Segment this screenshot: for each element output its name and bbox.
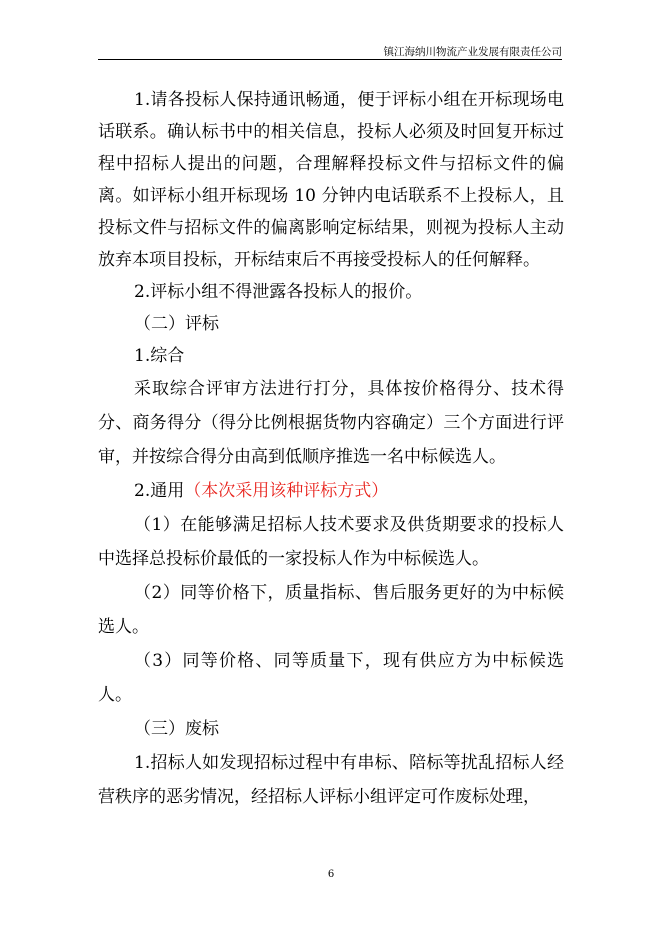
paragraph-rule-2: （2）同等价格下，质量指标、售后服务更好的为中标候选人。: [98, 583, 564, 637]
paragraph-comprehensive-method: 采取综合评审方法进行打分，具体按价格得分、技术得分、商务得分（得分比例根据货物内容确定）三个方面进行评审，并按综合得分由高到低顺序推选一名中标候选人。: [98, 379, 564, 467]
paragraph-rule-3: （3）同等价格、同等质量下，现有供应方为中标候选人。: [98, 651, 564, 705]
paragraph-comprehensive-heading: 1.综合: [134, 346, 185, 366]
section-heading-evaluation: （二）评标: [134, 314, 219, 334]
section-heading-invalid-bid: （三）废标: [134, 719, 219, 739]
paragraph-contact-requirement: 1.请各投标人保持通讯畅通，便于评标小组在开标现场电话联系。确认标书中的相关信息，投标人必须及时回复开标过程中招标人提出的问题，合理解释投标文件与招标文件的偏离。如评标小组开标现场 10 分钟内电话联系不上投标人，且投标文件与招标文件的偏离影响定标结果，则视为投标人主动放弃本项目投标，开标结束后不再接受投标人的任何解释。: [98, 90, 564, 270]
paragraph-invalid-bid-rule: 1.招标人如发现招标过程中有串标、陪标等扰乱招标人经营秩序的恶劣情况，经招标人评标小组评定可作废标处理，: [98, 753, 564, 807]
general-label: 2.通用: [134, 481, 185, 501]
document-body: [98, 80, 564, 814]
paragraph-general-heading: [98, 474, 564, 508]
paragraph-price-confidentiality: 2.评标小组不得泄露各投标人的报价。: [134, 282, 423, 302]
page-header: [98, 40, 562, 60]
paragraph-rule-1: （1）在能够满足招标人技术要求及供货期要求的投标人中选择总投标价最低的一家投标人作为中标候选人。: [98, 515, 564, 569]
page-number: 6: [327, 869, 335, 880]
general-method-note: （本次采用该种评标方式）: [184, 481, 389, 501]
header-company-name: 镇江海纳川物流产业发展有限责任公司: [383, 46, 562, 58]
